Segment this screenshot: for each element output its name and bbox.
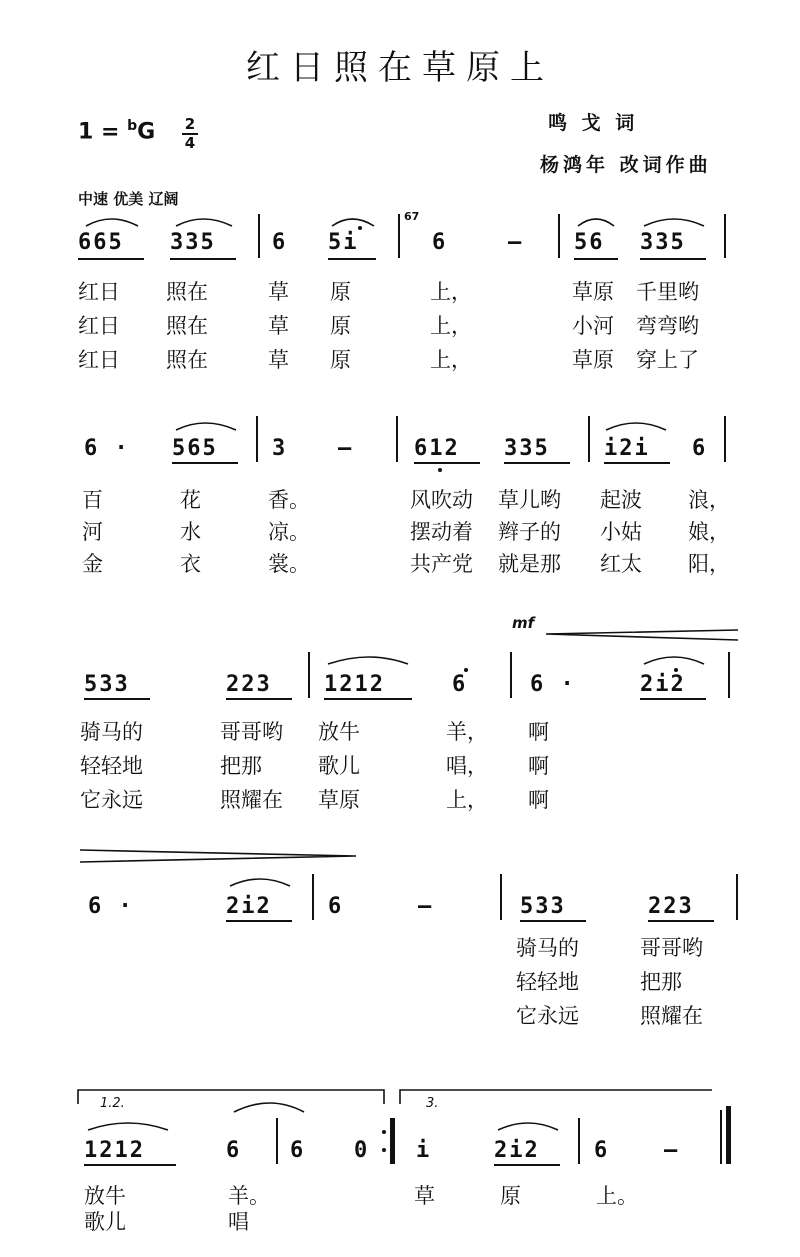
lyric: 娘，	[688, 520, 730, 544]
note-group: 6	[272, 230, 288, 255]
note-dash: –	[664, 1138, 680, 1163]
tie	[234, 1103, 304, 1112]
lyric: 上，	[430, 348, 472, 372]
slur	[578, 219, 614, 226]
lyric: 啊	[528, 720, 549, 744]
lyric: 衣	[180, 552, 201, 576]
note-group: 6 ·	[530, 672, 576, 697]
lyric: 原	[500, 1184, 521, 1208]
lyric: 摆动着	[410, 520, 473, 544]
lyric: 花	[180, 488, 201, 512]
lyric: 啊	[528, 788, 549, 812]
note-group: 612	[414, 436, 460, 461]
key-prefix: 1 =	[78, 119, 128, 145]
note-group: 6	[432, 230, 448, 255]
note-group: 1212	[324, 672, 385, 697]
slur	[176, 219, 232, 226]
lyric: 照在	[166, 280, 208, 304]
lyric: 轻轻地	[80, 754, 143, 778]
second-ending-bracket	[400, 1090, 712, 1104]
note-group: 2i2	[494, 1138, 540, 1163]
note-group: 335	[640, 230, 686, 255]
lyric: 草原	[572, 348, 614, 372]
lyric: 羊，	[446, 720, 488, 744]
lyric: 千里哟	[636, 280, 699, 304]
time-top: 2	[184, 115, 196, 133]
slur	[498, 1123, 558, 1130]
note-group: 665	[78, 230, 124, 255]
lyric: 骑马的	[80, 720, 143, 744]
lyric: 小河	[572, 314, 614, 338]
lyric: 骑马的	[516, 936, 579, 960]
note-group: 3	[272, 436, 288, 461]
slur	[88, 1123, 168, 1130]
slur	[606, 423, 666, 430]
lyric: 歌儿	[84, 1210, 126, 1234]
note-group: i	[416, 1138, 432, 1163]
lyricist-credit: 鸣 戈 词	[548, 112, 639, 134]
note-group: 6	[290, 1138, 306, 1163]
lyric: 上。	[596, 1184, 638, 1208]
lyric: 照在	[166, 348, 208, 372]
note-group: 533	[84, 672, 130, 697]
note-group: 56	[574, 230, 605, 255]
lyric: 草	[268, 348, 289, 372]
slur	[644, 219, 704, 226]
note-group: 2i2	[640, 672, 686, 697]
lyric: 弯弯哟	[636, 314, 699, 338]
lyric: 啊	[528, 754, 549, 778]
note-rest: 0	[354, 1138, 370, 1163]
lyric: 草	[268, 280, 289, 304]
lyric: 辫子的	[498, 520, 561, 544]
lyric: 裳。	[268, 552, 310, 576]
first-ending-bracket	[78, 1090, 384, 1104]
slur	[332, 219, 374, 226]
note-group: 533	[520, 894, 566, 919]
grace-notes: 67	[404, 210, 420, 223]
note-group: 335	[170, 230, 216, 255]
lyric: 原	[330, 348, 351, 372]
slur	[328, 657, 408, 664]
lyric: 放牛	[84, 1184, 126, 1208]
lyric: 起波	[600, 488, 642, 512]
lyric: 共产党	[410, 552, 473, 576]
lyric: 原	[330, 280, 351, 304]
note-group: 5i	[328, 230, 359, 255]
note-group: 6	[692, 436, 708, 461]
composer-credit: 杨鸿年 改词作曲	[540, 154, 712, 176]
lyric: 草原	[572, 280, 614, 304]
lyric: 照在	[166, 314, 208, 338]
lyric: 香。	[268, 488, 310, 512]
lyric: 羊。	[228, 1184, 270, 1208]
slur	[644, 657, 704, 664]
lyric: 照耀在	[640, 1004, 703, 1028]
lyric: 凉。	[268, 520, 310, 544]
note-group: i2i	[604, 436, 650, 461]
lyric: 原	[330, 314, 351, 338]
lyric: 红太	[600, 552, 642, 576]
lyric: 小姑	[600, 520, 642, 544]
lyric: 唱	[228, 1210, 249, 1234]
lyric: 金	[82, 552, 103, 576]
lyric: 河	[82, 520, 103, 544]
tempo-marking: 中速 优美 辽阔	[78, 190, 179, 208]
lyric: 阳，	[688, 552, 730, 576]
note-group: 335	[504, 436, 550, 461]
note-group: 223	[226, 672, 272, 697]
key-note: G	[137, 119, 156, 145]
lyric: 把那	[640, 970, 682, 994]
lyric: 上，	[446, 788, 488, 812]
dynamic-mark: mf	[512, 614, 535, 632]
lyric: 浪，	[688, 488, 730, 512]
second-ending-label: 3.	[426, 1096, 439, 1111]
note-group: 6	[594, 1138, 610, 1163]
lyric: 歌儿	[318, 754, 360, 778]
note-group: 2i2	[226, 894, 272, 919]
first-ending-label: 1.2.	[100, 1096, 125, 1111]
song-title: 红日照在草原上	[246, 48, 554, 88]
lyric: 唱，	[446, 754, 488, 778]
lyric: 风吹动	[410, 488, 473, 512]
lyric: 它永远	[80, 788, 143, 812]
crescendo-hairpin	[546, 630, 738, 640]
note-group: 6	[328, 894, 344, 919]
slur	[176, 423, 236, 430]
lyric: 上，	[430, 280, 472, 304]
lyric: 它永远	[516, 1004, 579, 1028]
flat-sign: b	[127, 118, 138, 134]
slur	[230, 879, 290, 886]
note-group: 223	[648, 894, 694, 919]
lyric: 草原	[318, 788, 360, 812]
note-group: 6 ·	[88, 894, 134, 919]
lyric: 放牛	[318, 720, 360, 744]
lyric: 照耀在	[220, 788, 283, 812]
note-group: 6 ·	[84, 436, 130, 461]
lyric: 草儿哟	[498, 488, 561, 512]
note-dash: –	[338, 436, 354, 461]
note-dash: –	[508, 230, 524, 255]
note-group: 6	[226, 1138, 242, 1163]
lyric: 轻轻地	[516, 970, 579, 994]
lyric: 就是那	[498, 552, 561, 576]
slur	[86, 219, 138, 226]
lyric: 上，	[430, 314, 472, 338]
lyric: 哥哥哟	[220, 720, 283, 744]
time-bottom: 4	[182, 133, 198, 152]
lyric: 红日	[78, 314, 120, 338]
lyric: 哥哥哟	[640, 936, 703, 960]
decrescendo-hairpin	[80, 850, 356, 862]
note-group: 6	[452, 672, 468, 697]
lyric: 草	[414, 1184, 435, 1208]
note-group: 1212	[84, 1138, 145, 1163]
lyric: 红日	[78, 280, 120, 304]
note-group: 565	[172, 436, 218, 461]
lyric: 百	[82, 488, 103, 512]
lyric: 草	[268, 314, 289, 338]
lyric: 穿上了	[636, 348, 699, 372]
lyric: 水	[180, 520, 201, 544]
note-dash: –	[418, 894, 434, 919]
lyric: 把那	[220, 754, 262, 778]
lyric: 红日	[78, 348, 120, 372]
